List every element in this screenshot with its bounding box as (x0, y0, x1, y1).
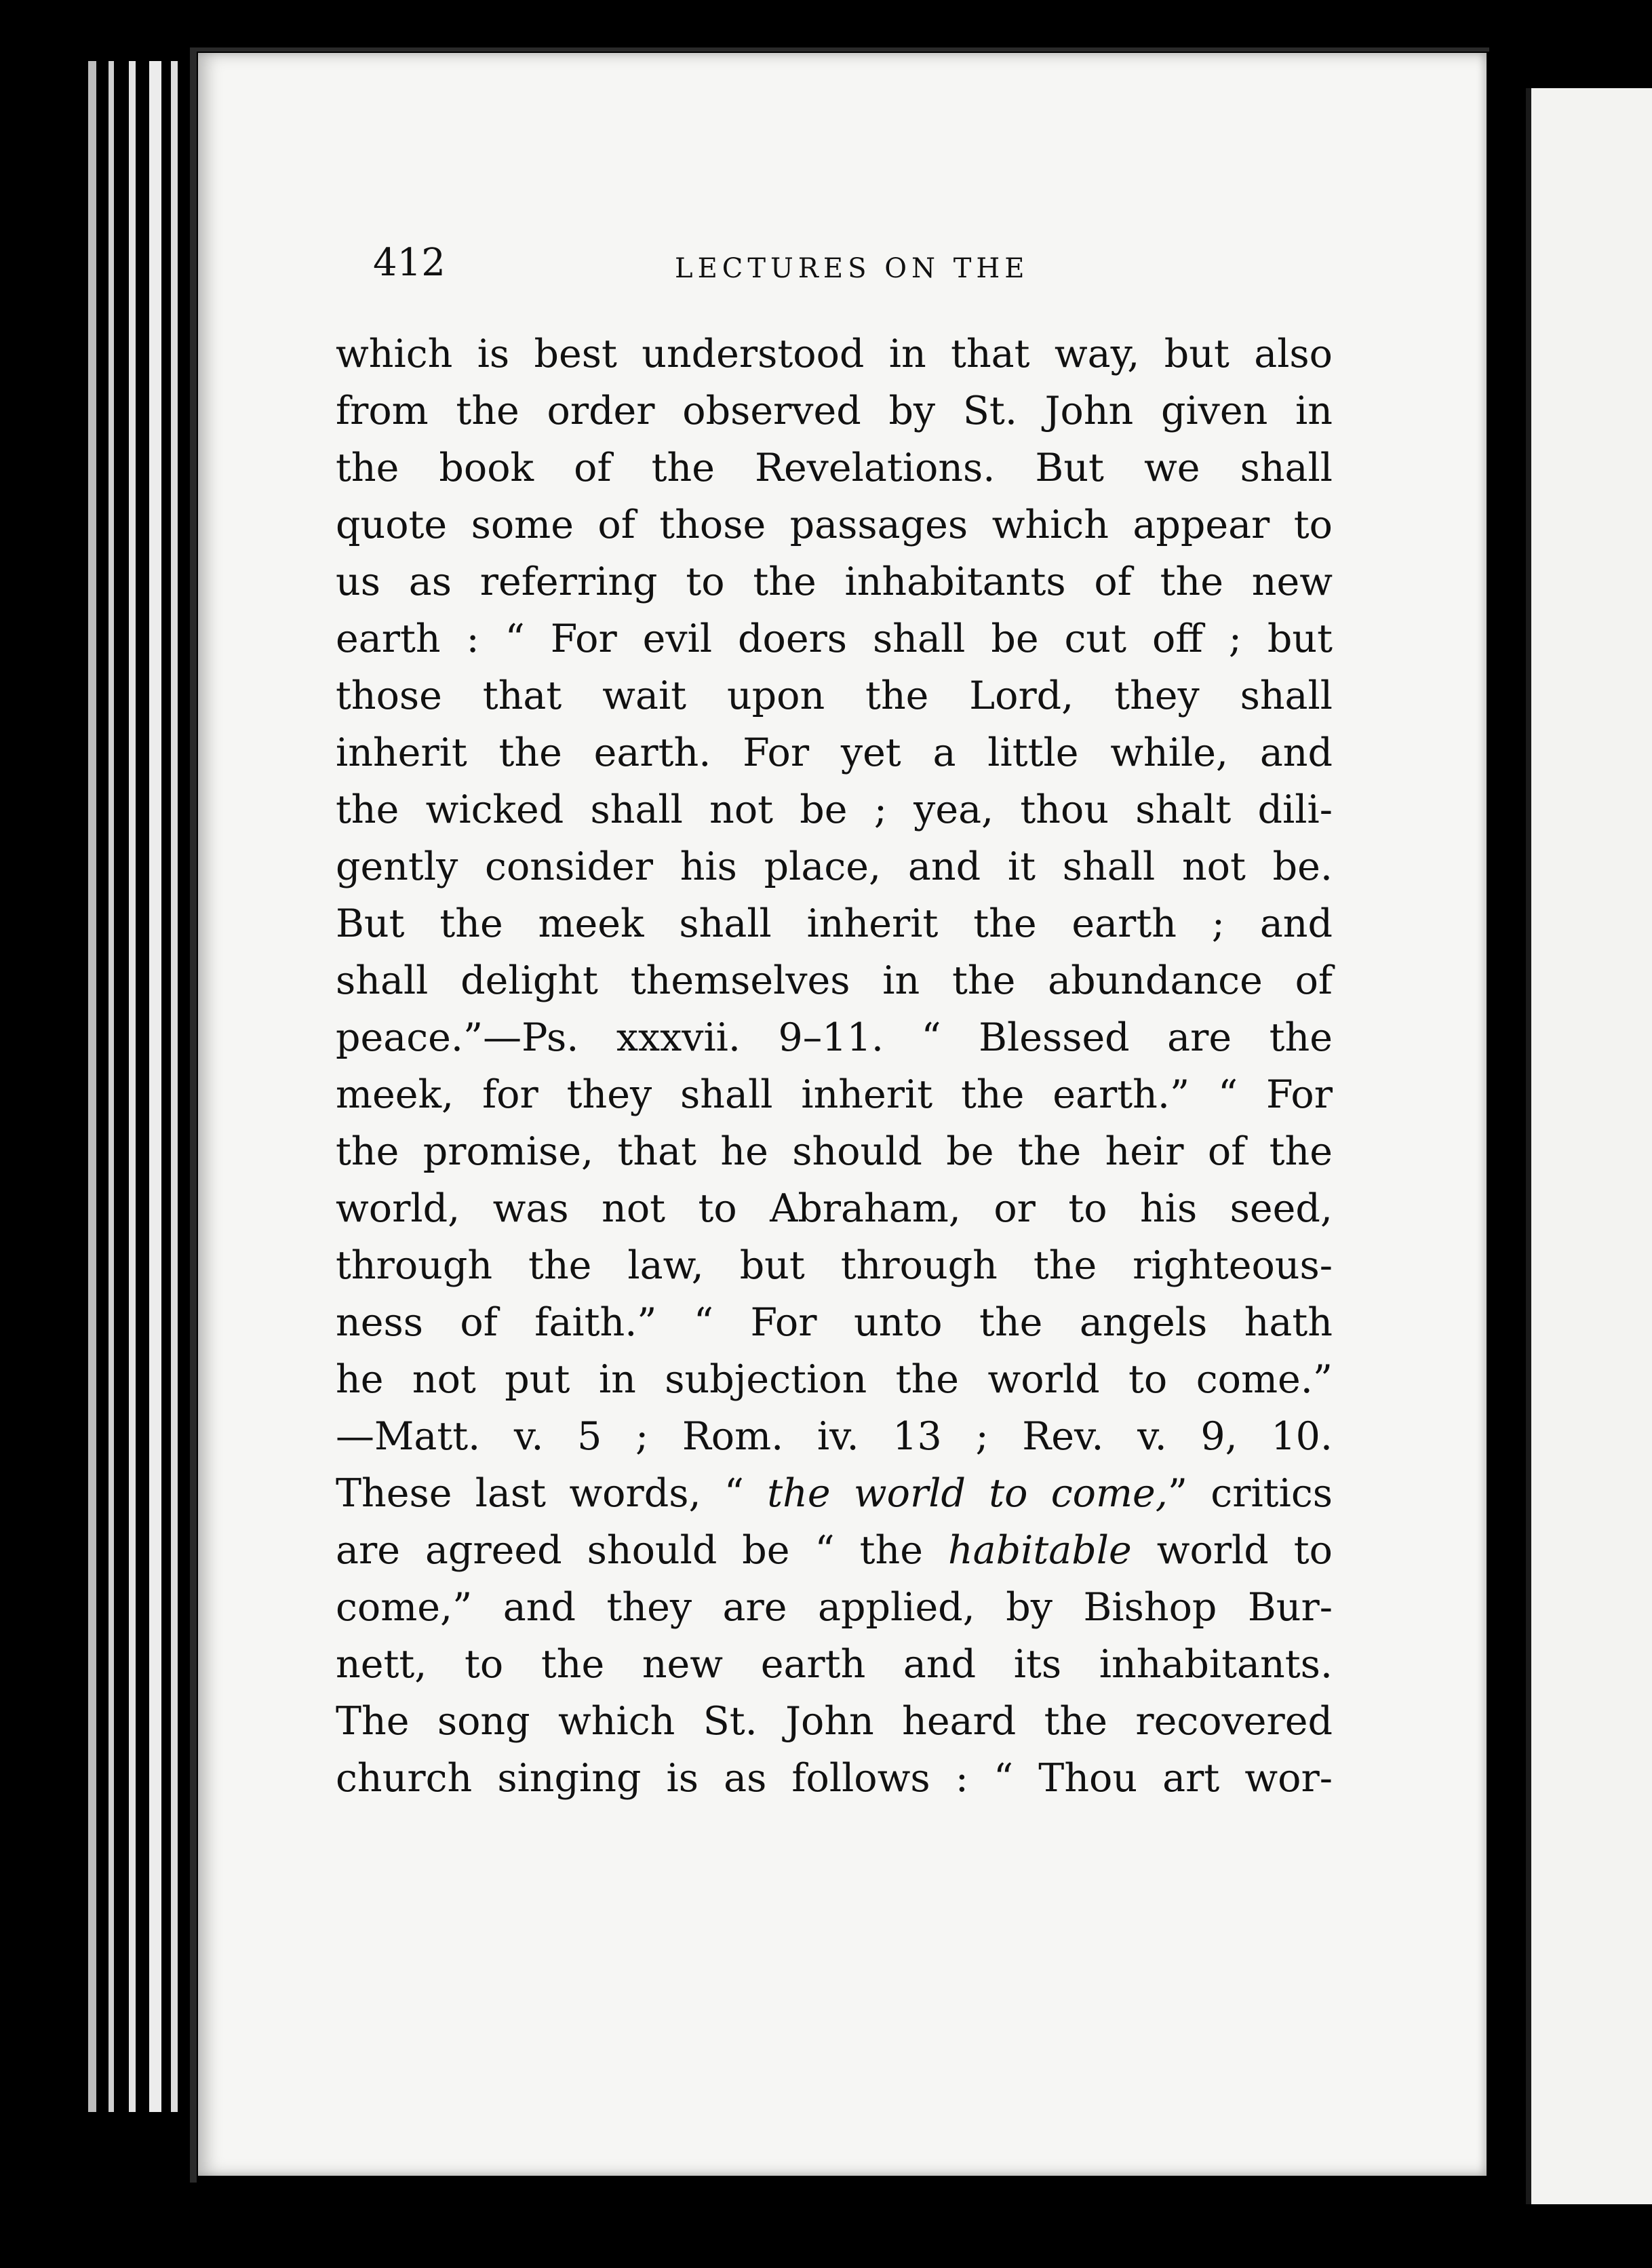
page-edge (171, 61, 178, 2112)
text-line: inherit the earth. For yet a little while, and (336, 730, 1333, 775)
text-line: world, was not to Abraham, or to his seed, (336, 1186, 1333, 1231)
page-edge (129, 61, 136, 2112)
page-edge (88, 61, 96, 2112)
text-run: world to (1131, 1528, 1333, 1573)
text-line: earth : “ For evil doers shall be cut off ; but (336, 617, 1333, 661)
body-text (336, 326, 1333, 1807)
text-line: ness of faith.” “ For unto the angels hath (336, 1300, 1333, 1345)
text-line: shall delight themselves in the abundance of (336, 958, 1333, 1003)
page-header (373, 241, 1322, 295)
text-line: quote some of those passages which appear to (336, 503, 1333, 547)
text-line: those that wait upon the Lord, they shall (336, 673, 1333, 718)
text-line: —Matt. v. 5 ; Rom. iv. 13 ; Rev. v. 9, 10. (336, 1414, 1333, 1459)
text-line: come,” and they are applied, by Bishop Bur- (336, 1585, 1333, 1630)
facing-page-edge (1526, 88, 1652, 2204)
text-run: are agreed should be “ the (336, 1528, 948, 1573)
text-line: gently consider his place, and it shall not be. (336, 844, 1333, 889)
page-number: 412 (373, 241, 446, 285)
page-edge (109, 61, 114, 2112)
text-line: from the order observed by St. John given in (336, 389, 1333, 433)
text-line: us as referring to the inhabitants of the new (336, 560, 1333, 604)
text-line: church singing is as follows : “ Thou art wor- (336, 1756, 1333, 1801)
text-line: through the law, but through the righteous- (336, 1243, 1333, 1288)
italic-phrase: the world to come, (767, 1471, 1168, 1516)
text-line: which is best understood in that way, but also (336, 332, 1333, 376)
running-head: LECTURES ON THE (675, 253, 1029, 284)
text-run: These last words, “ (336, 1471, 768, 1516)
text-run: ” critics (1167, 1471, 1333, 1516)
text-line: he not put in subjection the world to come.” (336, 1357, 1333, 1402)
text-line: meek, for they shall inherit the earth.” “ For (336, 1072, 1333, 1117)
text-line-with-italic (336, 1465, 1333, 1522)
text-line: the wicked shall not be ; yea, thou shalt dili- (336, 787, 1333, 832)
italic-word: habitable (947, 1528, 1132, 1573)
text-line-with-italic (336, 1522, 1333, 1579)
text-line: peace.”—Ps. xxxvii. 9–11. “ Blessed are the (336, 1015, 1333, 1060)
text-line: the book of the Revelations. But we shall (336, 446, 1333, 490)
text-line: the promise, that he should be the heir of the (336, 1129, 1333, 1174)
text-line: The song which St. John heard the recovered (336, 1699, 1333, 1744)
page-edge (149, 61, 161, 2112)
text-line: But the meek shall inherit the earth ; and (336, 901, 1333, 946)
text-line: nett, to the new earth and its inhabitants. (336, 1642, 1333, 1687)
